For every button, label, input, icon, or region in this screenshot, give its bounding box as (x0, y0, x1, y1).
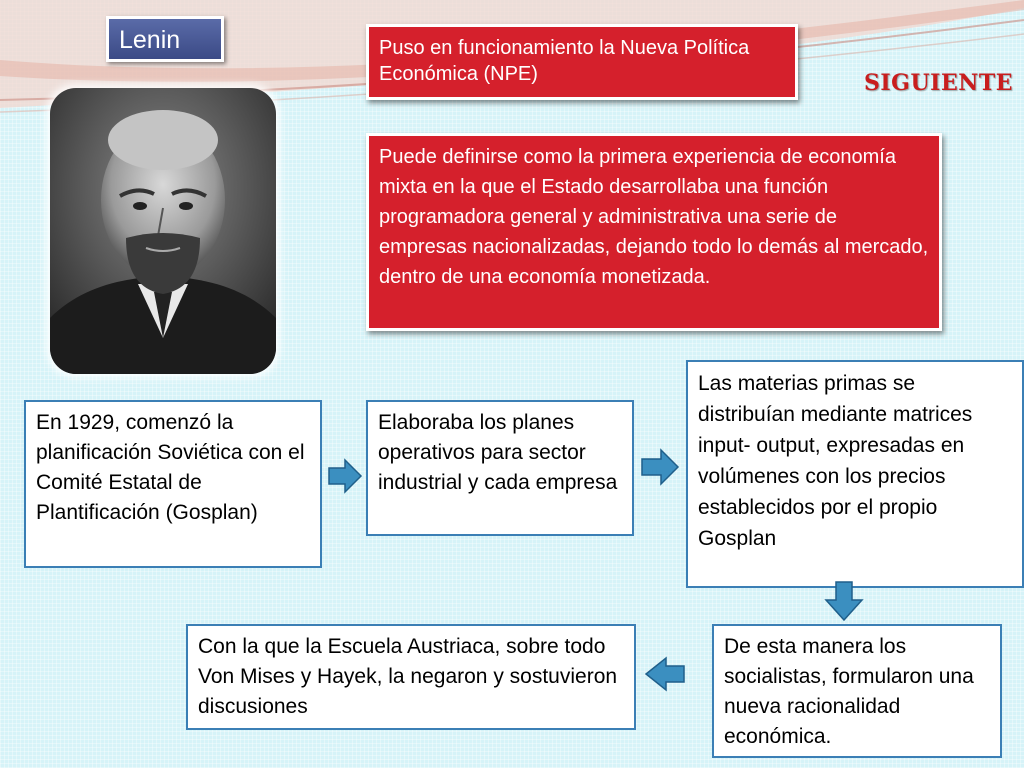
flow-step-4: De esta manera los socialistas, formularon una nueva racionalidad económica. (712, 624, 1002, 758)
flow-step-5: Con la que la Escuela Austriaca, sobre todo Von Mises y Hayek, la negaron y sostuvieron discusiones (186, 624, 636, 730)
arrow-left-icon (644, 656, 686, 692)
npe-box: Puso en funcionamiento la Nueva Política Económica (NPE) (366, 24, 798, 100)
definition-box: Puede definirse como la primera experiencia de economía mixta en la que el Estado desarrollaba una función programadora general y administrativa una serie de empresas nacionalizadas, dejando todo lo demás al mercado, dentro de una economía monetizada. (366, 133, 942, 331)
portrait-image (50, 88, 276, 374)
arrow-right-icon (640, 448, 680, 486)
arrow-right-icon (327, 458, 363, 494)
portrait-photo (50, 88, 276, 374)
flow-step-1: En 1929, comenzó la planificación Soviética con el Comité Estatal de Plantificación (Gosplan) (24, 400, 322, 568)
flow-step-3: Las materias primas se distribuían mediante matrices input- output, expresadas en volúmenes con los precios establecidos por el propio Gosplan (686, 360, 1024, 588)
arrow-down-icon (824, 580, 864, 622)
flow-step-2: Elaboraba los planes operativos para sector industrial y cada empresa (366, 400, 634, 536)
slide-title: Lenin (106, 16, 224, 62)
next-button[interactable]: SIGUIENTE (864, 70, 1013, 96)
